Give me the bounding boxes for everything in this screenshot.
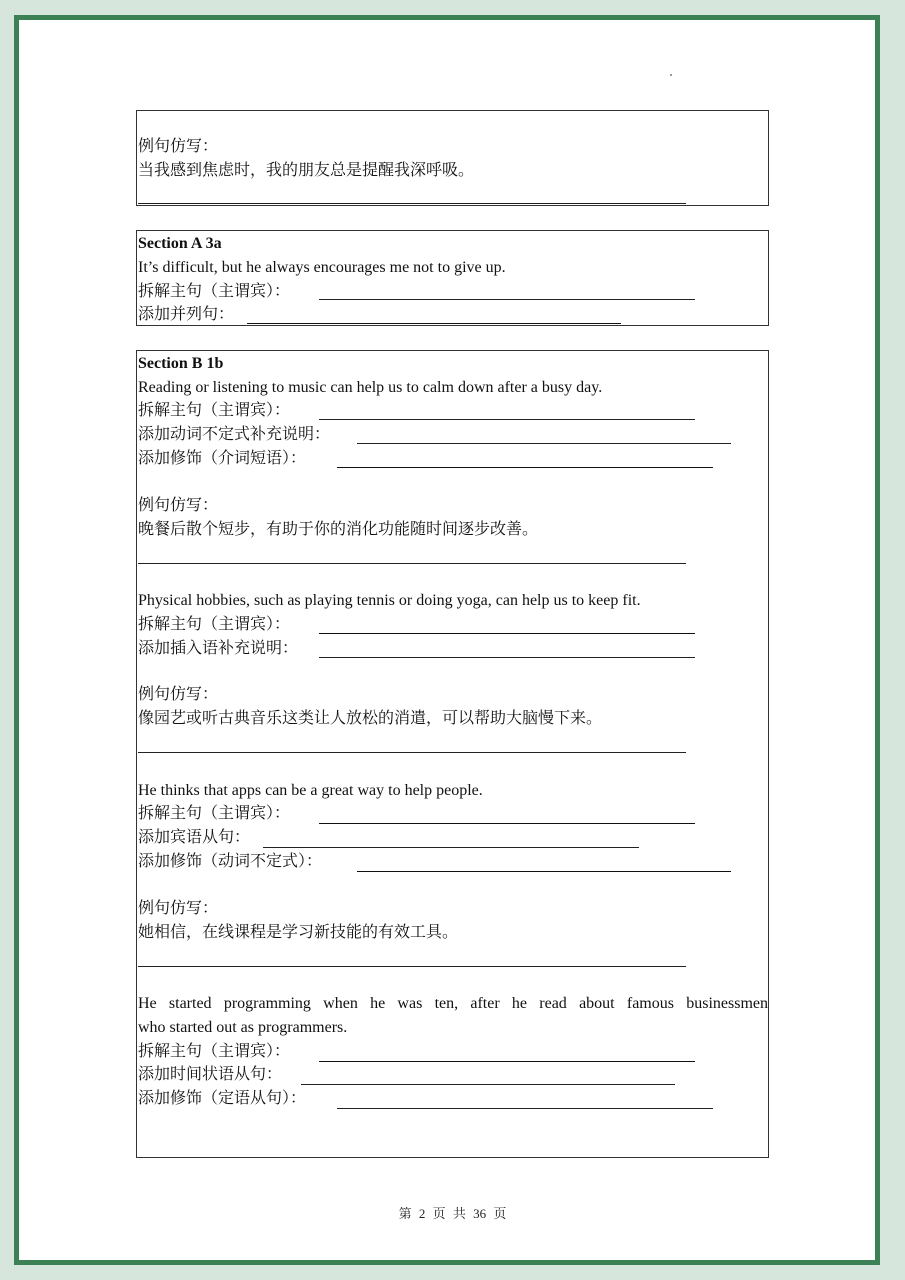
answer-line[interactable] bbox=[319, 1061, 695, 1062]
section-heading: Section B 1b bbox=[138, 355, 224, 372]
answer-line[interactable] bbox=[357, 443, 731, 444]
example-sentence: Reading or listening to music can help us to calm down after a busy day. bbox=[138, 379, 603, 396]
analyze-main-clause-label: 拆解主句（主谓宾）： bbox=[138, 805, 291, 822]
add-infinitive-label: 添加动词不定式补充说明： bbox=[138, 426, 331, 443]
analyze-main-clause-label: 拆解主句（主谓宾）： bbox=[138, 616, 291, 633]
add-time-clause-label: 添加时间状语从句： bbox=[138, 1066, 283, 1083]
answer-line[interactable] bbox=[319, 633, 695, 634]
analyze-main-clause-label: 拆解主句（主谓宾）： bbox=[138, 1043, 291, 1060]
answer-line[interactable] bbox=[319, 299, 695, 300]
section-heading: Section A 3a bbox=[138, 235, 222, 252]
imitation-label: 例句仿写： bbox=[138, 138, 219, 155]
example-sentence: He thinks that apps can be a great way to help people. bbox=[138, 782, 483, 799]
answer-line[interactable] bbox=[138, 563, 686, 564]
example-sentence: It’s difficult, but he always encourages me not to give up. bbox=[138, 259, 506, 276]
exercise-box-section-a-3a bbox=[136, 230, 769, 326]
answer-line[interactable] bbox=[138, 966, 686, 967]
exercise-box-1 bbox=[136, 110, 769, 206]
answer-line[interactable] bbox=[357, 871, 731, 872]
answer-line[interactable] bbox=[319, 823, 695, 824]
add-coordinate-clause-label: 添加并列句： bbox=[138, 306, 235, 323]
answer-line[interactable] bbox=[247, 323, 621, 324]
example-sentence: Physical hobbies, such as playing tennis or doing yoga, can help us to keep fit. bbox=[138, 592, 641, 609]
imitation-label: 例句仿写： bbox=[138, 497, 219, 514]
imitation-prompt: 像园艺或听古典音乐这类让人放松的消遣，可以帮助大脑慢下来。 bbox=[138, 710, 603, 727]
answer-line[interactable] bbox=[337, 467, 713, 468]
exercise-box-section-b-1b bbox=[136, 350, 769, 1158]
answer-line[interactable] bbox=[319, 657, 695, 658]
imitation-label: 例句仿写： bbox=[138, 686, 219, 703]
imitation-label: 例句仿写： bbox=[138, 900, 219, 917]
example-sentence-line-2: who started out as programmers. bbox=[138, 1019, 348, 1036]
answer-line[interactable] bbox=[138, 203, 686, 204]
add-prepositional-phrase-label: 添加修饰（介词短语）： bbox=[138, 450, 307, 467]
add-attributive-clause-label: 添加修饰（定语从句）： bbox=[138, 1090, 307, 1107]
page-number: 第 2 页 共 36 页 bbox=[398, 1206, 507, 1221]
imitation-prompt: 她相信，在线课程是学习新技能的有效工具。 bbox=[138, 924, 459, 941]
add-infinitive-modifier-label: 添加修饰（动词不定式）： bbox=[138, 853, 323, 870]
add-parenthesis-label: 添加插入语补充说明： bbox=[138, 640, 299, 657]
example-sentence-line-1: He started programming when he was ten, after he read about famous businessmen bbox=[138, 995, 768, 1012]
answer-line[interactable] bbox=[138, 752, 686, 753]
answer-line[interactable] bbox=[263, 847, 639, 848]
answer-line[interactable] bbox=[337, 1108, 713, 1109]
analyze-main-clause-label: 拆解主句（主谓宾）： bbox=[138, 402, 291, 419]
answer-line[interactable] bbox=[301, 1084, 675, 1085]
answer-line[interactable] bbox=[319, 419, 695, 420]
add-object-clause-label: 添加宾语从句： bbox=[138, 829, 251, 846]
imitation-prompt: 晚餐后散个短步，有助于你的消化功能随时间逐步改善。 bbox=[138, 521, 539, 538]
imitation-prompt: 当我感到焦虑时，我的朋友总是提醒我深呼吸。 bbox=[138, 162, 475, 179]
speck bbox=[670, 74, 672, 76]
analyze-main-clause-label: 拆解主句（主谓宾）： bbox=[138, 283, 291, 300]
